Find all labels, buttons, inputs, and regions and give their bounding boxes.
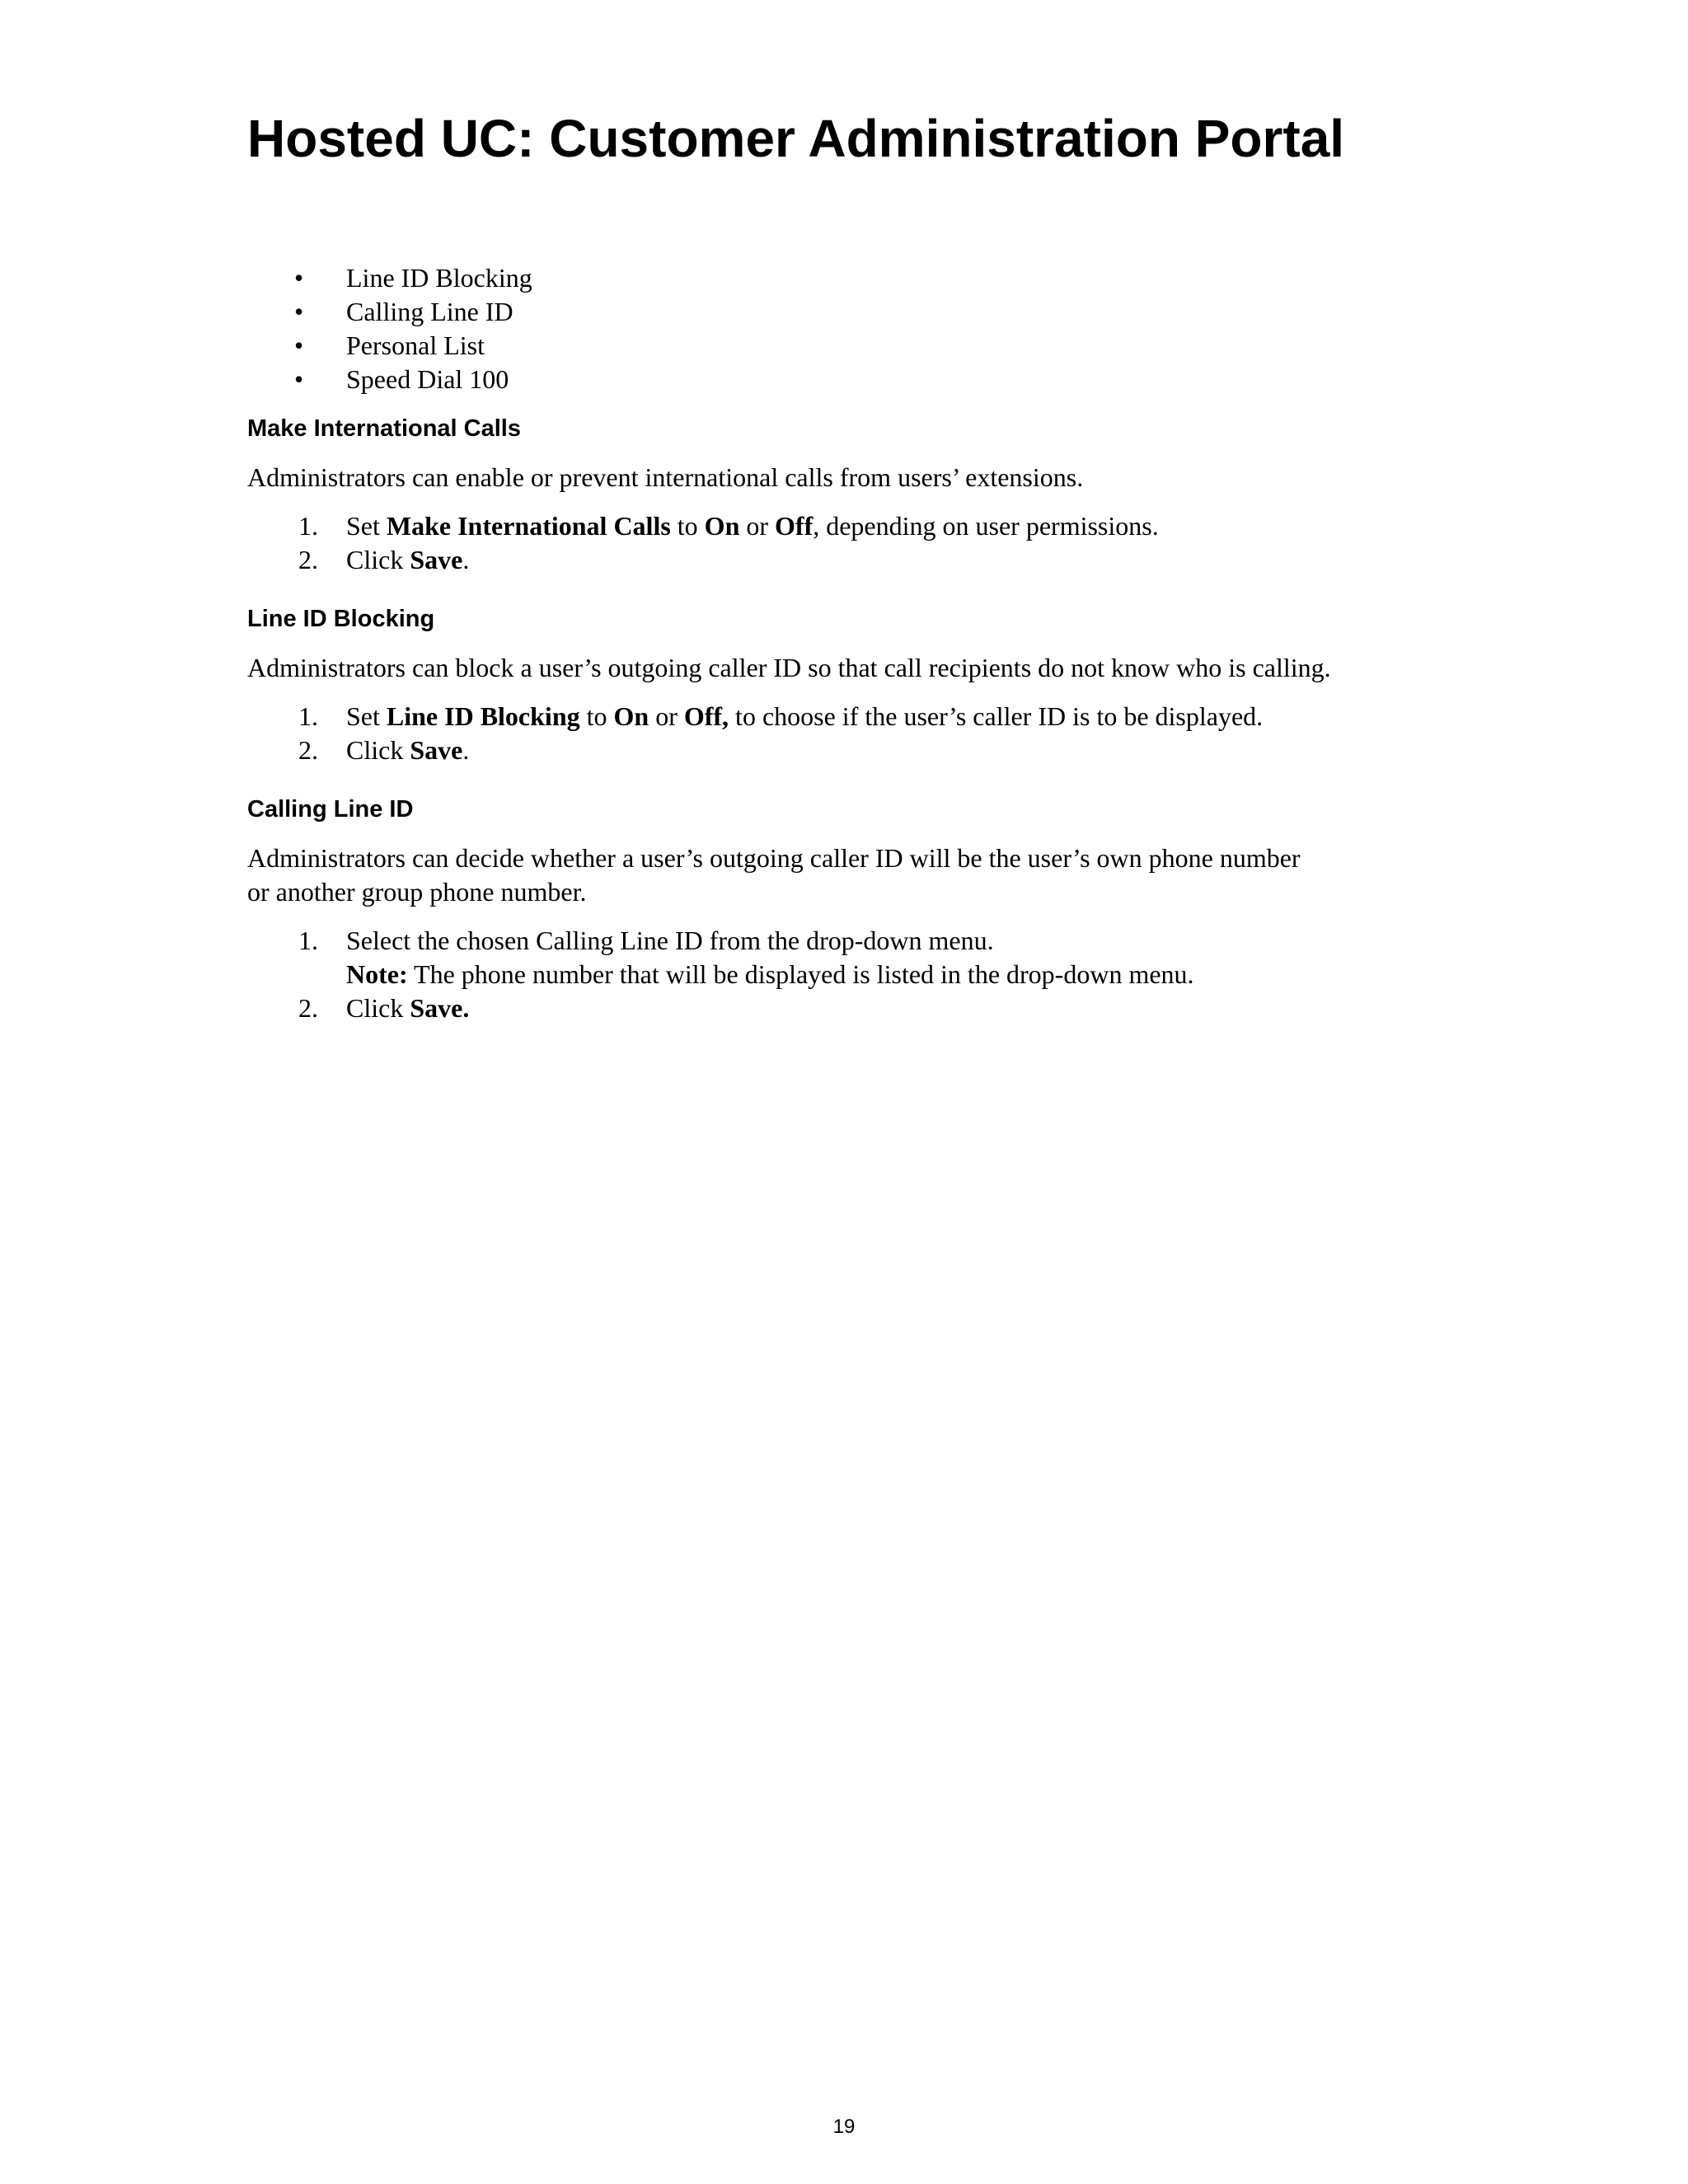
list-item: 2. Click Save. bbox=[247, 733, 1263, 767]
list-item: • Line ID Blocking bbox=[247, 261, 532, 295]
step-note: Note: The phone number that will be displayed is listed in the drop-down menu. bbox=[346, 959, 1194, 989]
section-intro-make-international-calls: Administrators can enable or prevent international calls from users’ extensions. bbox=[247, 462, 1084, 492]
section-heading-make-international-calls: Make International Calls bbox=[247, 415, 521, 442]
step-number: 1. bbox=[298, 926, 318, 955]
steps-make-international-calls bbox=[247, 509, 1159, 577]
step-number: 1. bbox=[298, 701, 318, 731]
feature-bullet-list bbox=[247, 261, 532, 396]
list-item: • Calling Line ID bbox=[247, 295, 532, 329]
list-item: 2. Click Save. bbox=[247, 991, 1194, 1025]
step-number: 2. bbox=[298, 735, 318, 765]
section-intro-calling-line-id: Administrators can decide whether a user’s outgoing caller ID will be the user’s own phone number or another group phone number. bbox=[247, 843, 1301, 907]
list-item: • Personal List bbox=[247, 329, 532, 363]
list-item: 2. Click Save. bbox=[247, 543, 1159, 577]
section-heading-calling-line-id: Calling Line ID bbox=[247, 796, 414, 823]
step-number: 2. bbox=[298, 993, 318, 1023]
page-number: 19 bbox=[832, 2116, 856, 2138]
section-intro-line-id-blocking: Administrators can block a user’s outgoing caller ID so that call recipients do not know who is calling. bbox=[247, 653, 1331, 682]
page-title: Hosted UC: Customer Administration Portal bbox=[247, 109, 1345, 168]
list-item: 1. Set Line ID Blocking to On or Off, to choose if the user’s caller ID is to be displayed. bbox=[247, 700, 1263, 733]
list-item: 1. Select the chosen Calling Line ID from the drop-down menu. Note: The phone number that will be displayed is listed in the drop-down menu. bbox=[247, 924, 1194, 991]
list-item: • Speed Dial 100 bbox=[247, 363, 532, 396]
steps-line-id-blocking bbox=[247, 700, 1263, 767]
step-number: 1. bbox=[298, 511, 318, 541]
list-item: 1. Set Make International Calls to On or Off, depending on user permissions. bbox=[247, 509, 1159, 543]
steps-calling-line-id bbox=[247, 924, 1194, 1025]
step-number: 2. bbox=[298, 545, 318, 574]
section-heading-line-id-blocking: Line ID Blocking bbox=[247, 606, 435, 632]
